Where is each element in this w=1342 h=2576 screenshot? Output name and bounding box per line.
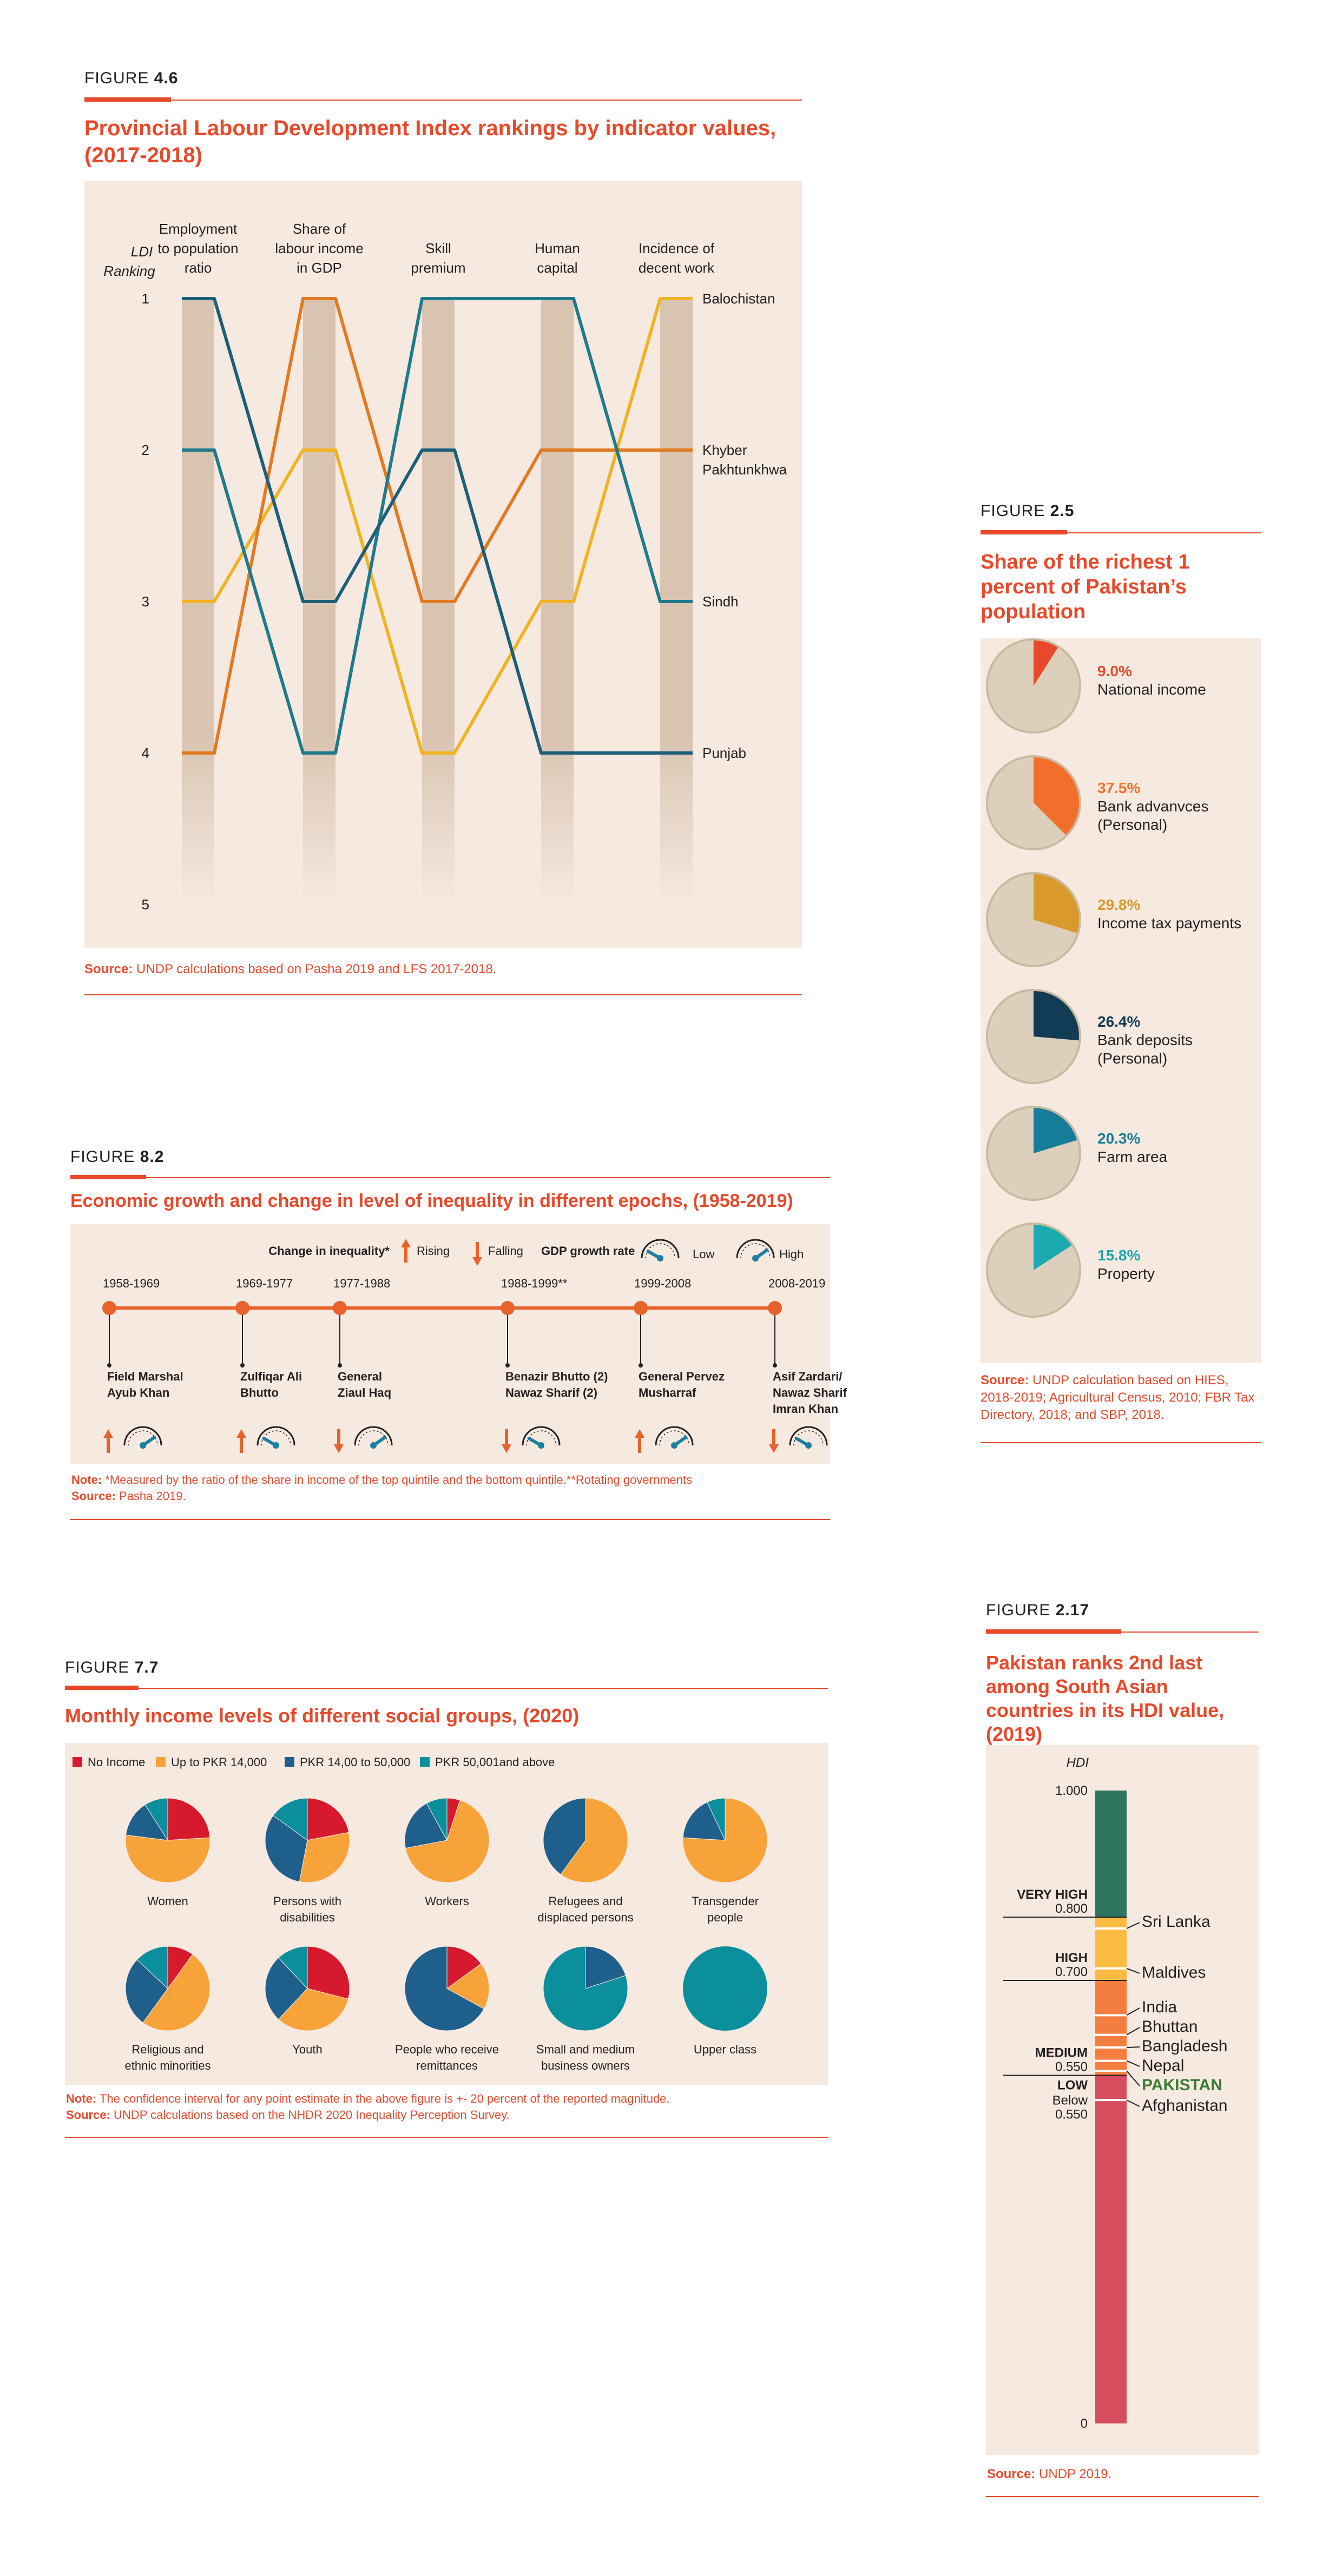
epoch-leader: Ayub Khan	[107, 1386, 170, 1399]
legend-change: Change in inequality*	[268, 1244, 390, 1258]
epoch-dot	[240, 1363, 245, 1368]
value-label: 37.5%	[1097, 780, 1141, 796]
y-axis-label: LDI	[130, 243, 153, 260]
country-leader	[1127, 2008, 1140, 2015]
legend-label: PKR 50,001and above	[435, 1755, 555, 1769]
hdi-band	[1095, 1791, 1127, 1917]
group-label: People who receive	[394, 2043, 499, 2056]
indicator-label: Human	[535, 240, 580, 256]
epoch-leader: General	[338, 1370, 382, 1383]
pie-slice	[683, 1946, 767, 2031]
legend-label: Up to PKR 14,000	[171, 1755, 267, 1769]
legend-high: High	[779, 1247, 804, 1261]
figure-note	[66, 2091, 824, 2106]
indicator-label: Incidence of	[638, 240, 715, 256]
group-label: Youth	[292, 2043, 323, 2056]
epoch-marker	[768, 1301, 782, 1315]
band-name: MEDIUM	[1035, 2045, 1088, 2060]
band-name: HIGH	[1055, 1951, 1088, 1965]
epoch-leader: Field Marshal	[107, 1370, 183, 1383]
legend-gauge-high-hub	[752, 1255, 759, 1261]
group-label: people	[707, 1911, 744, 1924]
figure-prefix: FIGURE	[986, 1601, 1051, 1619]
value-label: 15.8%	[1097, 1247, 1141, 1264]
figure-label	[65, 1659, 159, 1677]
value-label: 9.0%	[1097, 663, 1132, 679]
item-label: Property	[1097, 1265, 1155, 1282]
epoch-leader: Imran Khan	[773, 1402, 839, 1416]
indicator-label: capital	[537, 260, 578, 276]
figure-prefix: FIGURE	[65, 1659, 130, 1676]
y-axis-label: HDI	[1066, 1755, 1089, 1770]
source-text: UNDP 2019.	[1035, 2467, 1112, 2481]
figure-source	[71, 1489, 829, 1504]
figure-title: Share of the richest 1 percent of Pakistan’s population	[981, 551, 1190, 623]
y-tick-label: 1.000	[1055, 1784, 1088, 1798]
indicator-label: decent work	[638, 260, 715, 276]
band-threshold: Below	[1052, 2093, 1088, 2108]
group-label: Refugees and	[548, 1894, 623, 1908]
epoch-period: 1988-1999**	[501, 1277, 568, 1290]
epoch-leader: Musharraf	[639, 1386, 696, 1399]
value-label: 29.8%	[1097, 896, 1141, 913]
item-label: National income	[1097, 681, 1206, 698]
legend-gdp: GDP growth rate	[541, 1244, 635, 1258]
epochs-chart	[70, 1224, 847, 1464]
group-label: Workers	[425, 1894, 469, 1908]
y-tick-label: 3	[141, 593, 149, 610]
figure-bottom-rule	[981, 1442, 1261, 1443]
figure-title: Pakistan ranks 2nd last among South Asian countries in its HDI value, (2019)	[986, 1652, 1225, 1745]
figure-prefix: FIGURE	[84, 69, 149, 87]
source-label: Source:	[84, 962, 133, 976]
y-tick-label: 4	[141, 745, 149, 761]
epoch-period: 1969-1977	[236, 1277, 293, 1290]
figure-bottom-rule	[70, 1519, 830, 1520]
epoch-inequality-arrow	[334, 1429, 344, 1453]
epoch-leader: General Pervez	[639, 1370, 725, 1383]
pie-slice	[126, 1835, 210, 1883]
country-label: PAKISTAN	[1142, 2076, 1222, 2094]
income-pies-chart	[65, 1743, 828, 2085]
epoch-leader: Asif Zardari/	[773, 1370, 843, 1383]
epoch-gdp-gauge-hub	[273, 1442, 279, 1449]
figure-note	[71, 1472, 829, 1488]
country-leader	[1127, 2100, 1140, 2106]
legend-low: Low	[693, 1247, 715, 1261]
legend-label: No Income	[88, 1755, 146, 1769]
country-label: Bangladesh	[1142, 2037, 1228, 2055]
y-axis-label: Ranking	[103, 263, 155, 279]
country-label: India	[1142, 1998, 1177, 2016]
figure-number: 2.5	[1050, 502, 1075, 520]
figure-label	[84, 69, 178, 88]
figure-label	[986, 1601, 1089, 1620]
epoch-leader: Bhutto	[240, 1386, 279, 1399]
source-text: UNDP calculations based on Pasha 2019 and LFS 2017-2018.	[133, 962, 497, 976]
figure-source	[987, 2466, 1258, 2483]
legend-falling: Falling	[488, 1244, 523, 1258]
pie-slice	[1034, 991, 1079, 1040]
group-label: displaced persons	[537, 1911, 634, 1924]
indicator-label: Employment	[159, 221, 238, 237]
group-label: Religious and	[131, 2043, 204, 2056]
group-label: Persons with	[273, 1894, 341, 1908]
richest-share-chart	[981, 638, 1261, 1363]
epoch-marker	[235, 1301, 249, 1315]
legend-swatch	[285, 1757, 294, 1767]
epoch-period: 2008-2019	[768, 1277, 826, 1290]
item-label: (Personal)	[1097, 1050, 1168, 1067]
epoch-dot	[773, 1363, 777, 1368]
figure-rule	[986, 1632, 1259, 1633]
value-label: 20.3%	[1097, 1130, 1141, 1147]
item-label: Bank deposits	[1097, 1032, 1193, 1048]
epoch-leader: Benazir Bhutto (2)	[505, 1370, 608, 1383]
indicator-label: Share of	[292, 221, 346, 237]
figure-number: 7.7	[134, 1659, 159, 1676]
source-label: Source:	[71, 1489, 116, 1503]
source-text: Pasha 2019.	[115, 1489, 186, 1503]
indicator-label: to population	[157, 240, 239, 256]
group-label: Women	[147, 1894, 188, 1908]
series-label: Khyber	[702, 442, 747, 458]
group-label: Transgender	[692, 1894, 759, 1908]
legend-swatch	[420, 1757, 430, 1767]
figure-source	[84, 961, 799, 978]
country-leader	[1127, 2027, 1140, 2035]
figure-prefix: FIGURE	[981, 502, 1045, 520]
figure-label	[70, 1148, 164, 1166]
group-label: remittances	[416, 2059, 478, 2072]
figure-title: Monthly income levels of different social groups, (2020)	[65, 1705, 580, 1727]
epoch-marker	[102, 1301, 116, 1315]
epoch-inequality-arrow	[769, 1429, 779, 1453]
pie-slice	[168, 1798, 210, 1840]
epoch-marker	[501, 1301, 515, 1315]
legend-rising: Rising	[417, 1244, 450, 1258]
legend-label: PKR 14,00 to 50,000	[300, 1755, 411, 1769]
legend-falling-arrow	[472, 1242, 482, 1266]
group-label: Upper class	[693, 2043, 757, 2056]
hdi-band	[1095, 1917, 1127, 1980]
epoch-gdp-gauge-hub	[671, 1442, 677, 1449]
epoch-dot	[639, 1363, 643, 1368]
figure-bottom-rule	[986, 2496, 1259, 2497]
figure-bottom-rule	[84, 994, 802, 995]
note-text: *Measured by the ratio of the share in income of the top quintile and the bottom quintile.**Rotating governments	[102, 1473, 693, 1487]
epoch-leader: Nawaz Sharif	[773, 1386, 847, 1399]
source-label: Source:	[987, 2467, 1036, 2481]
epoch-gdp-gauge-hub	[140, 1442, 146, 1449]
legend-rising-arrow	[401, 1239, 411, 1263]
epoch-dot	[338, 1363, 342, 1368]
item-label: Income tax payments	[1097, 915, 1242, 932]
indicator-label: premium	[411, 260, 466, 276]
y-tick-label: 1	[141, 290, 149, 307]
indicator-label: Skill	[425, 240, 451, 256]
figure-rule	[65, 1688, 828, 1689]
epoch-period: 1999-2008	[634, 1277, 692, 1290]
country-label: Afghanistan	[1142, 2097, 1228, 2115]
source-text: UNDP calculation based on HIES, 2018-2019; Agricultural Census, 2010; FBR Tax Directory, 2018; and SBP, 2018.	[981, 1373, 1255, 1422]
group-label: business owners	[541, 2059, 630, 2072]
country-label: Bhuttan	[1142, 2018, 1198, 2036]
figure-rule	[84, 100, 802, 101]
hdi-chart	[986, 1745, 1259, 2455]
series-label: Pakhtunkhwa	[702, 461, 787, 478]
value-label: 26.4%	[1097, 1013, 1141, 1030]
y-tick-label: 2	[141, 442, 149, 458]
country-leader	[1127, 2071, 1140, 2086]
epoch-marker	[634, 1301, 648, 1315]
band-threshold: 0.550	[1055, 2059, 1088, 2075]
figure-number: 8.2	[140, 1148, 165, 1166]
indicator-label: ratio	[184, 260, 212, 276]
figure-rule	[70, 1177, 830, 1178]
indicator-label: in GDP	[297, 260, 342, 276]
epoch-period: 1958-1969	[103, 1277, 160, 1290]
figure-title: Provincial Labour Development Index rankings by indicator values, (2017-2018)	[84, 116, 777, 167]
series-label: Sindh	[702, 593, 739, 610]
source-text: UNDP calculations based on the NHDR 2020 Inequality Perception Survey.	[110, 2108, 510, 2122]
band-threshold: 0.800	[1055, 1901, 1088, 1916]
epoch-dot	[505, 1363, 510, 1368]
figure-prefix: FIGURE	[70, 1148, 135, 1166]
source-label: Source:	[981, 1373, 1029, 1388]
group-label: ethnic minorities	[124, 2059, 211, 2072]
band-name: LOW	[1057, 2078, 1088, 2093]
epoch-leader: Nawaz Sharif (2)	[505, 1386, 597, 1399]
epoch-gdp-gauge-hub	[805, 1442, 812, 1449]
figure-bottom-rule	[65, 2137, 828, 2138]
hdi-band	[1095, 2076, 1127, 2424]
figure-number: 2.17	[1055, 1601, 1090, 1619]
group-label: disabilities	[280, 1911, 335, 1924]
epoch-gdp-gauge-hub	[538, 1442, 544, 1449]
epoch-leader: Zulfiqar Ali	[240, 1370, 302, 1383]
country-label: Maldives	[1142, 1964, 1206, 1981]
legend-swatch	[73, 1757, 82, 1767]
figure-source	[66, 2108, 824, 2123]
item-label: Farm area	[1097, 1148, 1168, 1165]
band-name: VERY HIGH	[1017, 1887, 1088, 1902]
note-text: The confidence interval for any point estimate in the above figure is +- 20 percent of the reported magnitude.	[96, 2092, 670, 2105]
source-label: Source:	[66, 2108, 110, 2122]
indicator-label: labour income	[275, 240, 364, 256]
epoch-inequality-arrow	[236, 1429, 246, 1453]
item-label: (Personal)	[1097, 816, 1168, 833]
epoch-dot	[107, 1363, 111, 1368]
figure-number: 4.6	[154, 69, 179, 87]
epoch-inequality-arrow	[103, 1429, 113, 1453]
figure-title: Economic growth and change in level of inequality in different epochs, (1958-2019)	[70, 1191, 793, 1211]
band-threshold: 0.700	[1055, 1965, 1088, 1979]
y-tick-label: 0	[1080, 2416, 1088, 2431]
epoch-leader: Ziaul Haq	[338, 1386, 392, 1399]
legend-swatch	[156, 1757, 166, 1767]
group-label: Small and medium	[536, 2043, 635, 2056]
country-label: Sri Lanka	[1142, 1913, 1211, 1931]
epoch-inequality-arrow	[635, 1429, 644, 1453]
epoch-period: 1977-1988	[333, 1277, 391, 1290]
ranking-chart	[84, 181, 802, 948]
epoch-gdp-gauge-hub	[370, 1442, 377, 1449]
epoch-inequality-arrow	[502, 1429, 511, 1453]
epoch-marker	[333, 1301, 347, 1315]
series-label: Balochistan	[702, 290, 775, 307]
item-label: Bank advanvces	[1097, 798, 1209, 815]
country-leader	[1127, 1969, 1140, 1973]
note-label: Note:	[71, 1473, 102, 1487]
figure-label	[981, 502, 1074, 520]
country-label: Nepal	[1142, 2057, 1185, 2075]
figure-source	[981, 1372, 1261, 1424]
legend-gauge-low-hub	[657, 1255, 663, 1261]
note-label: Note:	[66, 2092, 97, 2105]
band-threshold: 0.550	[1055, 2107, 1088, 2122]
series-label: Punjab	[702, 745, 746, 761]
country-leader	[1127, 2061, 1140, 2066]
y-tick-label: 5	[141, 896, 149, 913]
figure-rule	[981, 532, 1261, 533]
country-leader	[1127, 1923, 1140, 1928]
